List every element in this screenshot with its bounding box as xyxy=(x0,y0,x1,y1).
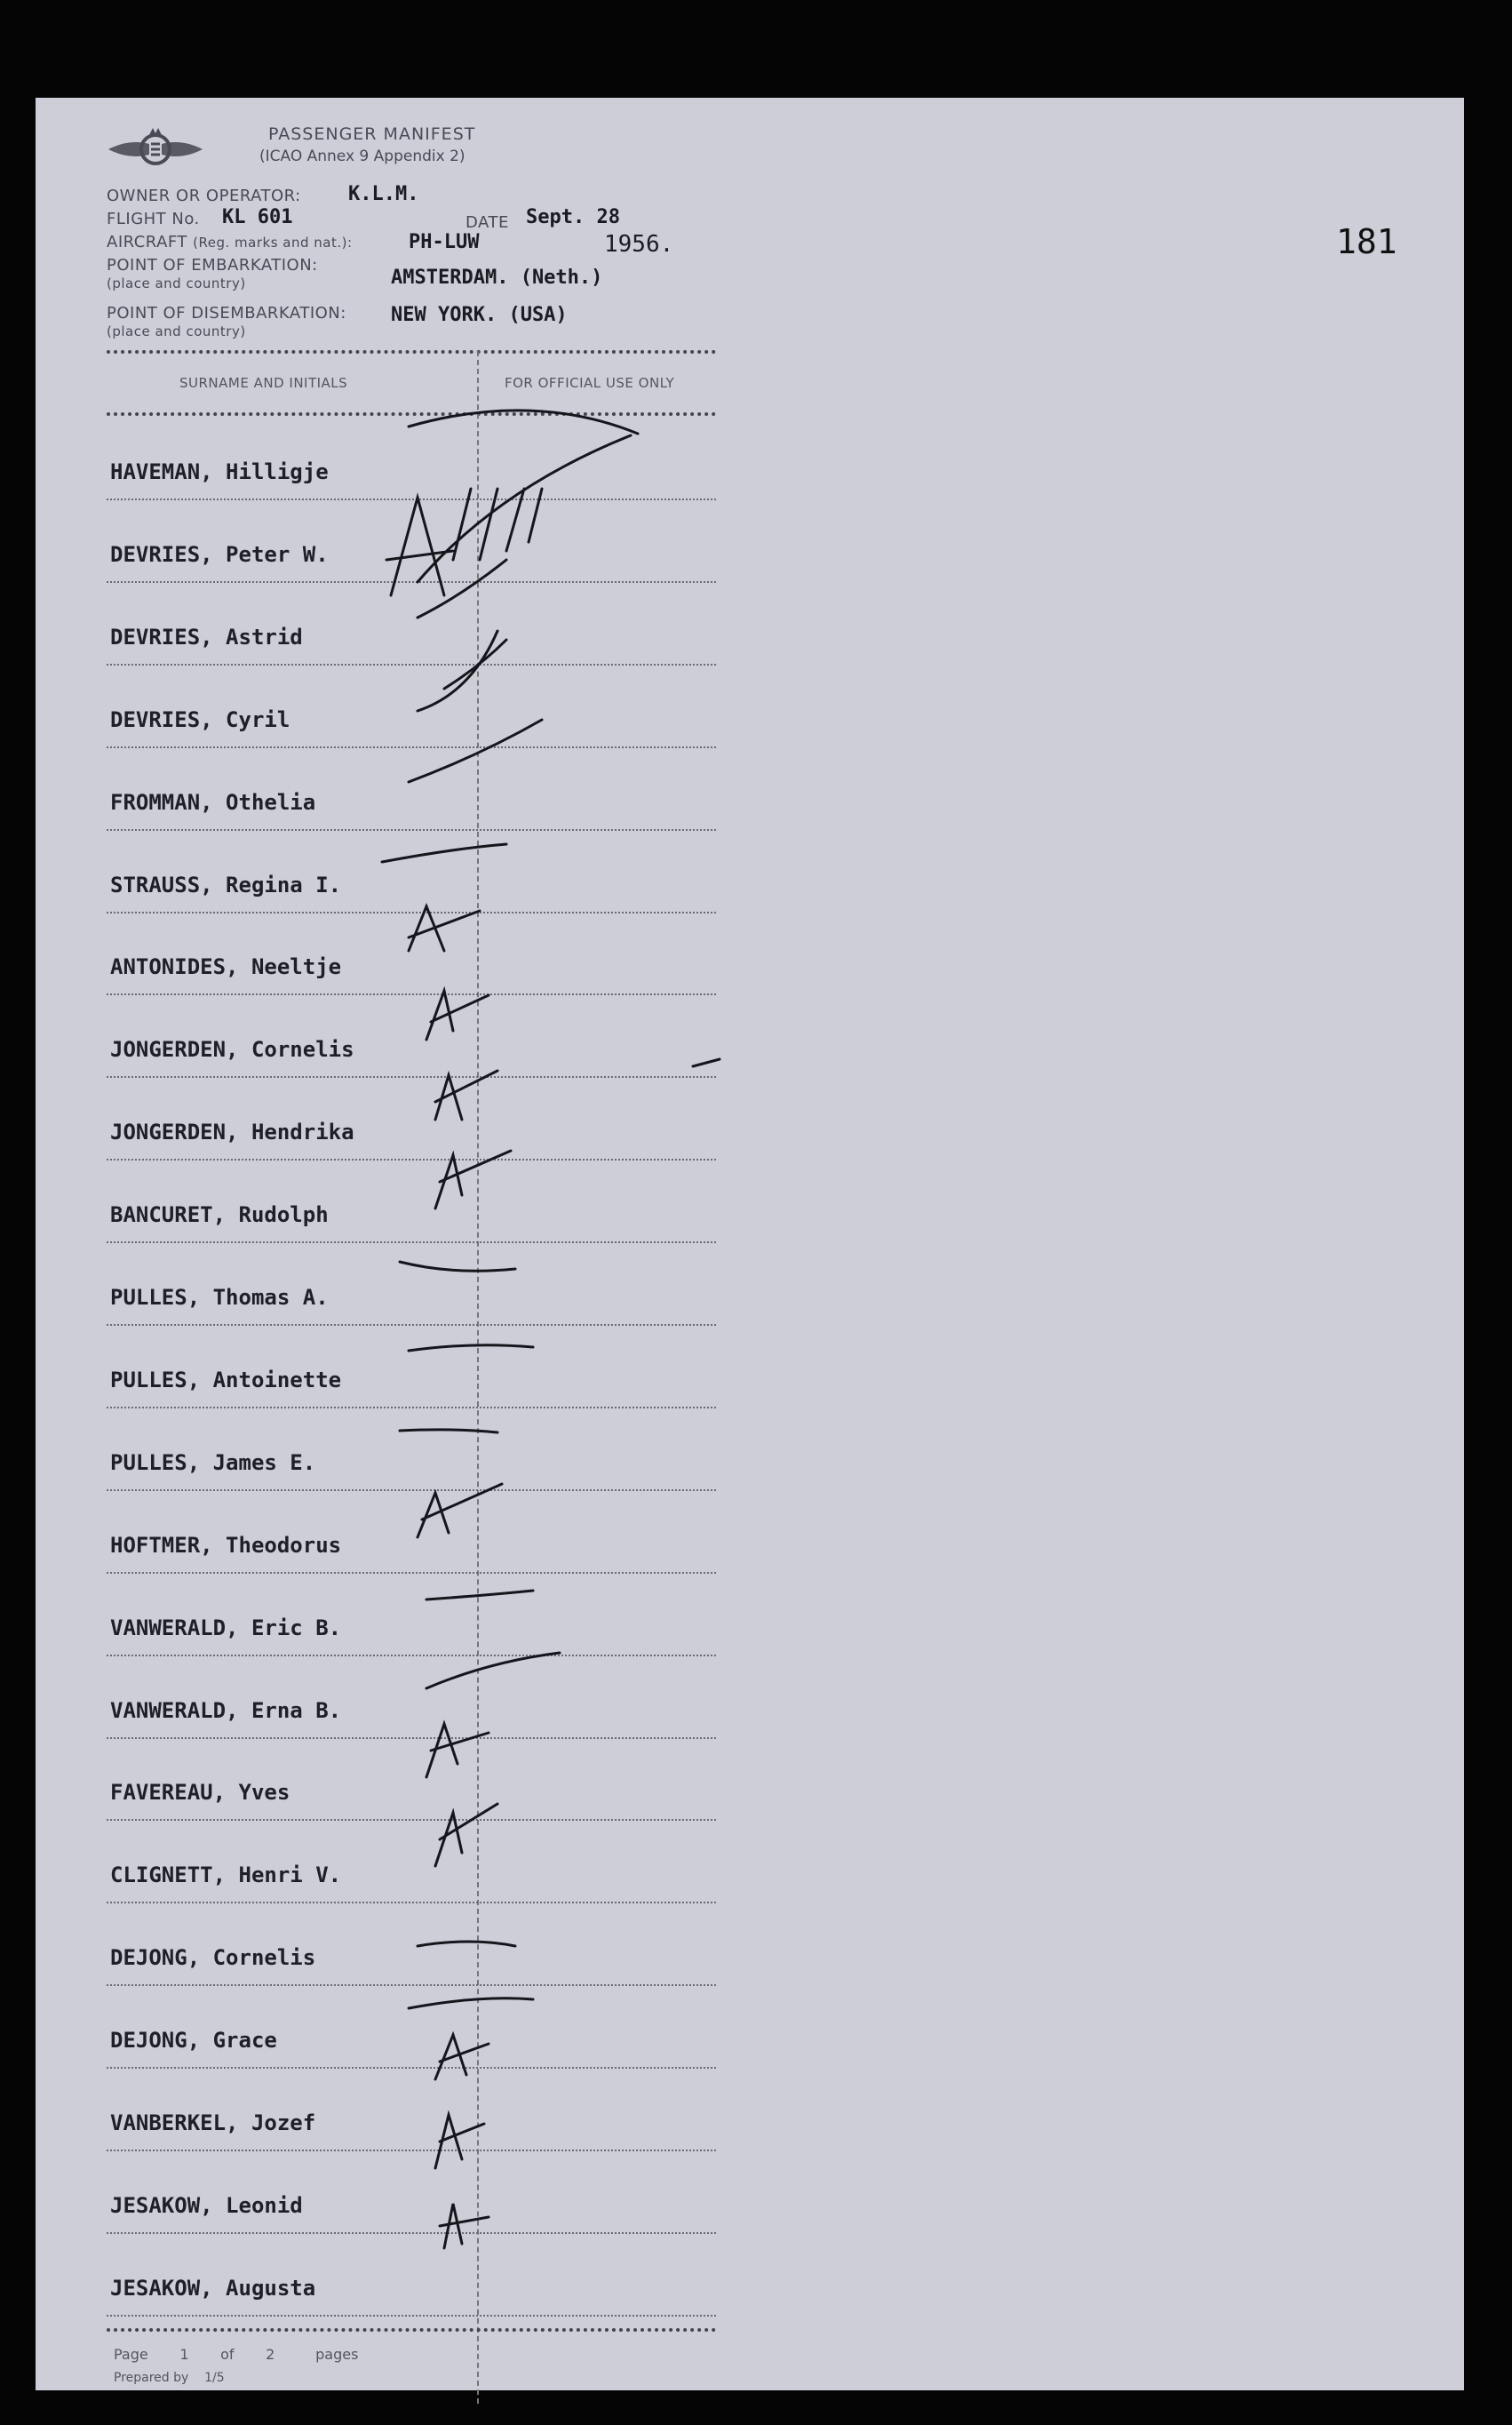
owner-label: OWNER OR OPERATOR: xyxy=(107,187,301,205)
official-column-header: FOR OFFICIAL USE ONLY xyxy=(505,375,675,391)
embark-value: AMSTERDAM. (Neth.) xyxy=(391,267,603,289)
disembark-note: (place and country) xyxy=(107,323,246,339)
passenger-name: FROMMAN, Othelia xyxy=(110,789,316,815)
passenger-name: ANTONIDES, Neeltje xyxy=(110,954,342,980)
page-number: 181 xyxy=(1336,222,1397,261)
official-handwritten-marks xyxy=(36,98,1464,2390)
footer-page-label: Page xyxy=(114,2346,148,2363)
footer-total-value: 2 xyxy=(266,2346,275,2363)
passenger-name: VANBERKEL, Jozef xyxy=(110,2110,316,2135)
passenger-name: FAVEREAU, Yves xyxy=(110,1780,290,1806)
footer-prepared xyxy=(114,2371,225,2385)
passenger-name: JESAKOW, Leonid xyxy=(110,2192,303,2218)
check-mark xyxy=(409,411,638,434)
passenger-name: HAVEMAN, Hilligje xyxy=(110,459,329,484)
passenger-name: VANWERALD, Eric B. xyxy=(110,1615,342,1640)
cross-mark xyxy=(386,435,631,595)
aircraft-value: PH-LUW xyxy=(409,231,480,253)
passenger-name: PULLES, Antoinette xyxy=(110,1367,342,1392)
year-value: 1956. xyxy=(604,231,674,258)
passenger-name: JONGERDEN, Cornelis xyxy=(110,1037,354,1063)
footer-page xyxy=(114,2346,358,2363)
passenger-name: PULLES, Thomas A. xyxy=(110,1285,329,1310)
embark-label: POINT OF EMBARKATION: xyxy=(107,256,318,275)
passenger-name: BANCURET, Rudolph xyxy=(110,1202,329,1228)
passenger-name: VANWERALD, Erna B. xyxy=(110,1697,342,1723)
owner-value: K.L.M. xyxy=(348,183,419,205)
disembark-label: POINT OF DISEMBARKATION: xyxy=(107,304,346,323)
flight-value: KL 601 xyxy=(222,206,293,228)
footer-rule xyxy=(107,2328,716,2332)
passenger-name: DEJONG, Grace xyxy=(110,2028,277,2054)
footer-of-label: of xyxy=(220,2346,235,2363)
aircraft-note: (Reg. marks and nat.): xyxy=(193,235,353,251)
passenger-name: DEVRIES, Peter W. xyxy=(110,541,329,567)
manifest-subtitle: (ICAO Annex 9 Appendix 2) xyxy=(259,148,466,165)
manifest-sheet xyxy=(36,98,1464,2390)
passenger-name: DEVRIES, Cyril xyxy=(110,706,290,732)
passenger-name: JONGERDEN, Hendrika xyxy=(110,1120,354,1145)
footer-pages-label: pages xyxy=(315,2346,359,2363)
passenger-name: DEJONG, Cornelis xyxy=(110,1945,316,1971)
footer-prepared-label: Prepared by xyxy=(114,2371,189,2385)
footer-page-value: 1 xyxy=(179,2346,189,2363)
embark-note: (place and country) xyxy=(107,275,246,291)
date-label: DATE xyxy=(466,213,509,232)
date-value: Sept. 28 xyxy=(526,206,620,228)
passenger-name: STRAUSS, Regina I. xyxy=(110,872,342,897)
passenger-name: HOFTMER, Theodorus xyxy=(110,1532,342,1558)
passenger-name: PULLES, James E. xyxy=(110,1449,316,1475)
surname-column-header: SURNAME AND INITIALS xyxy=(179,375,348,391)
flight-label: FLIGHT No. xyxy=(107,210,200,228)
aircraft-label-text: AIRCRAFT xyxy=(107,233,187,251)
manifest-title: PASSENGER MANIFEST xyxy=(268,124,476,144)
passenger-name: DEVRIES, Astrid xyxy=(110,624,303,650)
passenger-name: JESAKOW, Augusta xyxy=(110,2275,316,2301)
footer-prepared-value: 1/5 xyxy=(204,2371,225,2385)
disembark-value: NEW YORK. (USA) xyxy=(391,304,568,326)
passenger-name: CLIGNETT, Henri V. xyxy=(110,1863,342,1888)
